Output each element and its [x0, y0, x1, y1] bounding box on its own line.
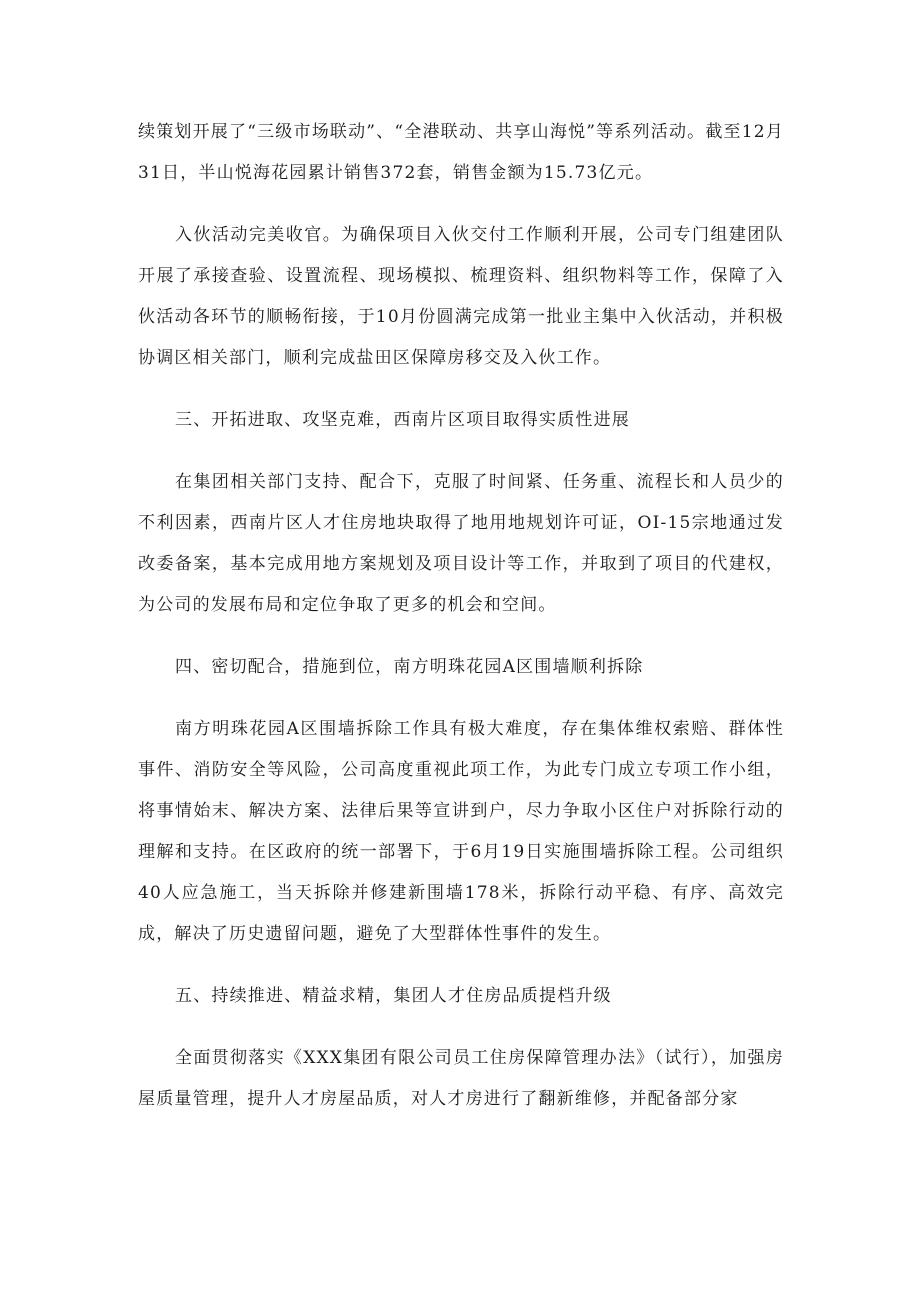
section-heading-5: 五、持续推进、精益求精，集团人才住房品质提档升级	[175, 986, 612, 1006]
section-heading-3: 三、开拓进取、攻坚克难，西南片区项目取得实质性进展	[175, 410, 630, 430]
paragraph-sales-summary: 续策划开展了“三级市场联动”、“全港联动、共享山海悦”等系列活动。截至12月31日，半山悦海花园累计销售372套，销售金额为15.73亿元。	[138, 122, 784, 183]
section-heading-4: 四、密切配合，措施到位，南方明珠花园A区围墙顺利拆除	[175, 657, 644, 677]
paragraph-southwest-project: 在集团相关部门支持、配合下，克服了时间紧、任务重、流程长和人员少的不利因素，西南片区人才住房地块取得了地用地规划许可证，OI-15宗地通过发改委备案，基本完成用地方案规划及项目设计等工作，并取到了项目的代建权，为公司的发展布局和定位争取了更多的机会和空间。	[138, 472, 784, 615]
document-body	[138, 112, 784, 1120]
paragraph-talent-housing: 全面贯彻落实《XXX集团有限公司员工住房保障管理办法》（试行），加强房屋质量管理，提升人才房屋品质，对人才房进行了翻新维修，并配备部分家	[138, 1048, 784, 1109]
paragraph-wall-demolition: 南方明珠花园A区围墙拆除工作具有极大难度，存在集体维权索赔、群体性事件、消防安全等风险，公司高度重视此项工作，为此专门成立专项工作小组，将事情始末、解决方案、法律后果等宣讲到户，尽力争取小区住户对拆除行动的理解和支持。在区政府的统一部署下，于6月19日实施围墙拆除工程。公司组织40人应急施工，当天拆除并修建新围墙178米，拆除行动平稳、有序、高效完成，解决了历史遗留问题，避免了大型群体性事件的发生。	[138, 719, 784, 944]
paragraph-move-in-activity: 入伙活动完美收官。为确保项目入伙交付工作顺利开展，公司专门组建团队开展了承接查验、设置流程、现场模拟、梳理资料、组织物料等工作，保障了入伙活动各环节的顺畅衔接，于10月份圆满完成第一批业主集中入伙活动，并积极协调区相关部门，顺利完成盐田区保障房移交及入伙工作。	[138, 225, 784, 368]
